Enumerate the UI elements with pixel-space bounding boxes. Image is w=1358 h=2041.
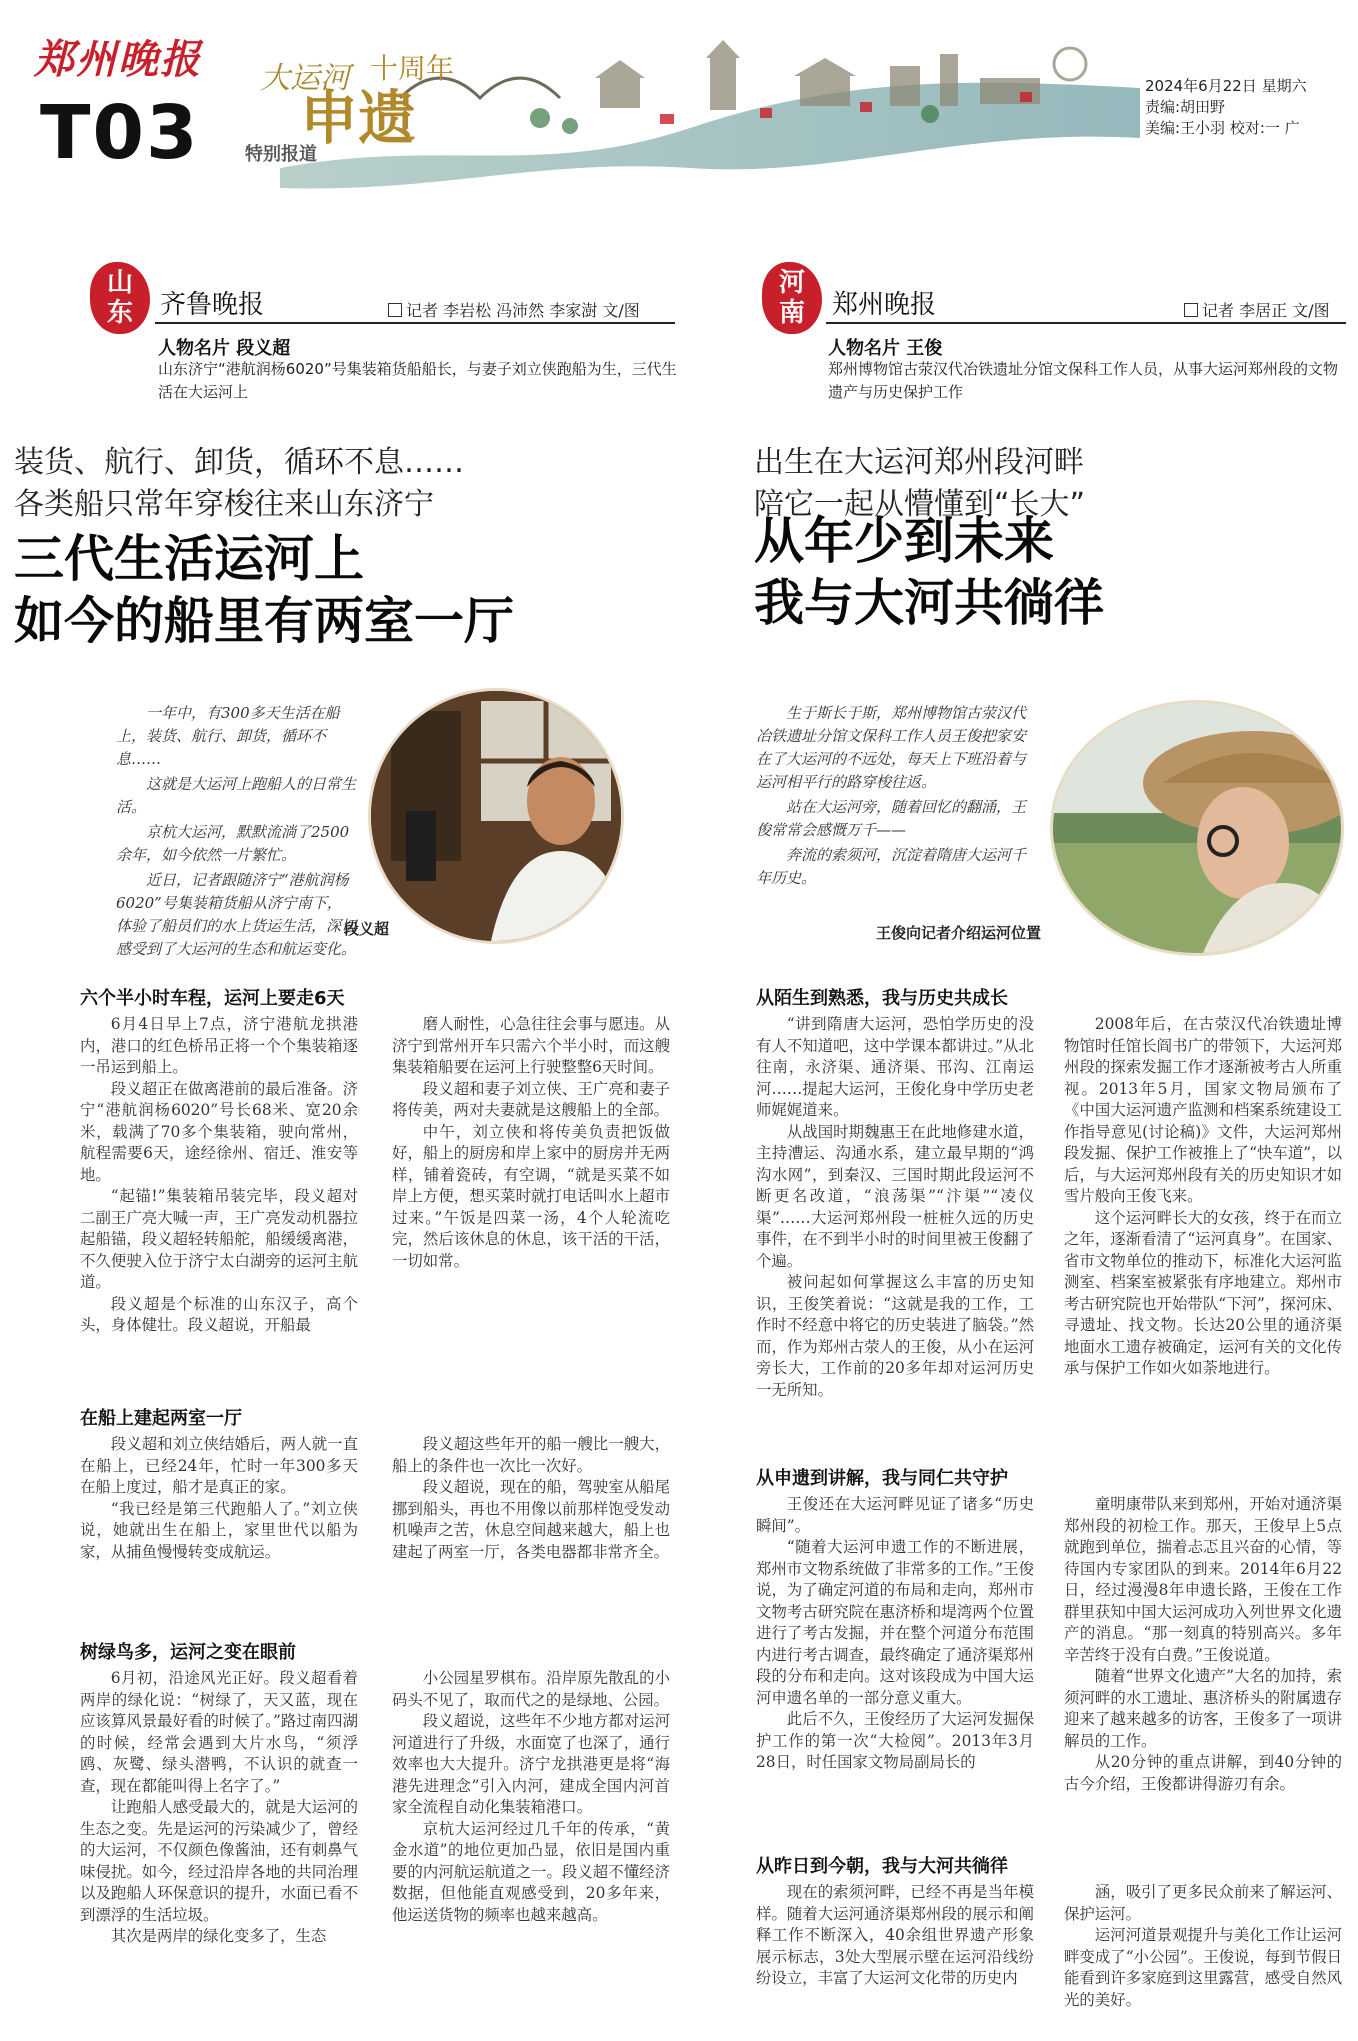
left-section-2-heading: 在船上建起两室一厅 xyxy=(80,1408,242,1429)
left-profile-desc: 山东济宁“港航润杨6020”号集装箱货船船长，与妻子刘立侠跑船为生，三代生活在大运河上 xyxy=(158,360,677,401)
svg-text:大运河: 大运河 xyxy=(260,61,350,96)
right-source: 郑州晚报 xyxy=(832,290,937,320)
right-photo-caption: 王俊向记者介绍运河位置 xyxy=(876,924,1042,942)
right-section-1-col-a: “讲到隋唐大运河，恐怕学历史的没有人不知道吧，这中学课本都讲过。”从北往南，永济渠、通济渠、邗沟、江南运河……提起大运河，王俊化身中学历史老师娓娓道来。 从战国时期魏惠王在此地修建水道，主持漕运、沟通水系，建立最早期的“鸿沟水网”，到秦汉、三国时期此段运河不断更名改道，“浪荡渠”“汴渠”“凌仪渠”……大运河郑州段一桩桩久远的历史事件，在不到半小时的时间里被王俊翻了个遍。 被问起如何掌握这么丰富的历史知识，王俊笑着说：“这就是我的工作，工作时不经意中将它的历史装进了脑袋。”然而，作为郑州古荥人的王俊，从小在运河旁长大，工作前的20多年却对运河历史一无所知。 xyxy=(756,1015,1034,1399)
left-divider xyxy=(155,322,675,324)
left-section-1-heading: 六个半小时车程，运河上要走6天 xyxy=(80,988,345,1009)
right-section-3-col-a: 现在的索须河畔，已经不再是当年模样。随着大运河通济渠郑州段的展示和阐释工作不断深入，40余组世界遗产形象展示标志，3处大型展示壁在运河沿线纷纷设立，丰富了大运河文化带的历史内 xyxy=(756,1883,1034,1987)
right-profile-title: 人物名片 王俊 xyxy=(828,338,943,359)
issue-date: 2024年6月22日 星期六 xyxy=(1145,77,1307,95)
right-headline: 从年少到未来 我与大河共徜徉 xyxy=(754,511,1104,632)
right-credit: 记者 李居正 文/图 xyxy=(1184,298,1330,321)
editor-credit: 责编:胡田野 xyxy=(1145,98,1226,116)
right-section-1-heading: 从陌生到熟悉，我与历史共成长 xyxy=(756,988,1008,1009)
left-section-1-col-a: 6月4日早上7点，济宁港航龙拱港内，港口的红色桥吊正将一个个集装箱逐一吊运到船上。 段义超正在做离港前的最后准备。济宁“港航润杨6020”号长68米、宽20余米，载满了70多个集装箱，驶向常州，航程需要6天，途经徐州、宿迁、淮安等地。 “起锚!”集装箱吊装完毕，段义超对二副王广亮大喊一声，王广亮发动机器拉起船锚，段义超轻转船舵，船缓缓离港，不久便驶入位于济宁太白湖旁的运河主航道。 段义超是个标准的山东汉子，高个头，身体健壮。段义超说，开船最 xyxy=(80,1015,358,1334)
right-section-1-col-b: 2008年后，在古荥汉代冶铁遗址博物馆时任馆长阎书广的带领下，大运河郑州段的探索发掘工作才逐渐被考古人所重视。2013年5月，国家文物局颁布了《中国大运河遗产监测和档案系统建设工作指导意见(讨论稿)》文件，大运河郑州段发掘、保护工作被推上了“快车道”，以后，与大运河郑州段有关的历史知识才如雪片般向王俊飞来。 这个运河畔长大的女孩，终于在而立之年，逐渐看清了“运河真身”。在国家、省市文物单位的推动下，标准化大运河监测室、档案室被紧张有序地建立。郑州市考古研究院也开始带队“下河”，探河床、寻遗址、找文物。长达20公里的通济渠地面水工遗存被确定，运河有关的文化传承与保护工作如火如荼地进行。 xyxy=(1064,1015,1342,1377)
left-section-3-heading: 树绿鸟多，运河之变在眼前 xyxy=(80,1642,296,1663)
banner-illustration xyxy=(240,18,1140,198)
right-section-2-col-a: 王俊还在大运河畔见证了诸多“历史瞬间”。 “随着大运河申遗工作的不断进展，郑州市文物系统做了非常多的工作。”王俊说，为了确定河道的布局和走向，郑州市文物考古研究院在惠济桥和堤湾两个位置进行了考古发掘，并在整个河道分布范围内进行考古调查，最终确定了通济渠郑州段的分布和走向。这对该段成为中国大运河申遗名单的一部分意义重大。 此后不久，王俊经历了大运河发掘保护工作的第一次“大检阅”。2013年3月28日，时任国家文物局副局长的 xyxy=(756,1495,1034,1771)
checkbox-icon xyxy=(1184,303,1198,317)
left-section-2-col-b: 段义超这些年开的船一艘比一艘大，船上的条件也一次比一次好。 段义超说，现在的船，驾驶室从船尾挪到船头，再也不用像以前那样饱受发动机噪声之苦，休息空间越来越大，船上也建起了两室一厅，各类电器都非常齐全。 xyxy=(392,1435,670,1561)
svg-text:申遗: 申遗 xyxy=(300,84,417,152)
left-kicker: 装货、航行、卸货，循环不息…… 各类船只常年穿梭往来山东济宁 xyxy=(14,445,464,522)
sailor-photo xyxy=(371,691,621,941)
newspaper-name: 郑州晚报 xyxy=(34,37,202,83)
left-source: 齐鲁晚报 xyxy=(160,290,265,320)
left-portrait-photo xyxy=(368,688,624,944)
left-profile-title: 人物名片 段义超 xyxy=(158,338,291,359)
right-kicker: 出生在大运河郑州段河畔 陪它一起从懵懂到“长大” xyxy=(754,445,1086,522)
right-section-3-col-b: 涵，吸引了更多民众前来了解运河、保护运河。 运河河道景观提升与美化工作让运河畔变成了“小公园”。王俊说，每到节假日能看到许多家庭到这里露营，感受自然风光的美好。 xyxy=(1064,1883,1342,2009)
special-report-label: 特别报道 xyxy=(245,144,317,165)
shandong-seal: 山 东 xyxy=(90,262,150,334)
right-section-3-heading: 从昨日到今朝，我与大河共徜徉 xyxy=(756,1856,1008,1877)
checkbox-icon xyxy=(388,303,402,317)
designer-credit: 美编:王小羽 校对:一 广 xyxy=(1145,119,1300,137)
left-photo-caption: 段义超 xyxy=(344,920,390,938)
left-credit: 记者 李岩松 冯沛然 李家澍 文/图 xyxy=(388,298,640,321)
right-section-2-col-b: 童明康带队来到郑州，开始对通济渠郑州段的初检工作。那天，王俊早上5点就跑到单位，揣着忐忑且兴奋的心情，等待国内专家团队的到来。2014年6月22日，经过漫漫8年申遗长路，王俊在工作群里获知中国大运河成功入列世界文化遗产的消息。“那一刻真的特别高兴。多年辛苦终于没有白费。”王俊说道。 随着“世界文化遗产”大名的加持，索须河畔的水工遗址、惠济桥头的附属遗存迎来了越来越多的访客，王俊多了一项讲解员的工作。 从20分钟的重点讲解，到40分钟的古今介绍，王俊都讲得游刃有余。 xyxy=(1064,1495,1342,1793)
svg-text:十周年: 十周年 xyxy=(370,52,455,85)
left-section-2-col-a: 段义超和刘立侠结婚后，两人就一直在船上，已经24年，忙时一年300多天在船上度过，船才是真正的家。 “我已经是第三代跑船人了。”刘立侠说，她就出生在船上，家里世代以船为家，从捕鱼慢慢转变成航运。 xyxy=(80,1435,358,1561)
right-lead: 生于斯长于斯，郑州博物馆古荥汉代冶铁遗址分馆文保科工作人员王俊把家安在了大运河的不远处，每天上下班沿着与运河相平行的路穿梭往返。 站在大运河旁，随着回忆的翻涌，王俊常常会感慨万千—— 奔流的索须河，沉淀着隋唐大运河千年历史。 xyxy=(756,704,1027,887)
guide-photo xyxy=(1053,703,1341,953)
left-section-3-col-a: 6月初，沿途风光正好。段义超看着两岸的绿化说：“树绿了，天又蓝，现在应该算风景最好看的时候了。”路过南四湖的时候，经常会遇到大片水鸟，“须浮鸥、灰鹭、绿头潜鸭，不认识的就查一查，现在都能叫得上名字了。” 让跑船人感受最大的，就是大运河的生态之变。先是运河的污染减少了，曾经的大运河，不仅颜色像酱油，还有刺鼻气味侵扰。如今，经过沿岸各地的共同治理以及跑船人环保意识的提升，水面已看不到漂浮的生活垃圾。 其次是两岸的绿化变多了，生态 xyxy=(80,1669,358,1945)
masthead-info xyxy=(1145,76,1307,139)
left-lead: 一年中，有300多天生活在船上，装货、航行、卸货，循环不息…… 这就是大运河上跑船人的日常生活。 京杭大运河，默默流淌了2500余年，如今依然一片繁忙。 近日，记者跟随济宁“港航润杨6020”号集装箱货船从济宁南下，体验了船员们的水上货运生活，深切感受到了大运河的生态和航运变化。 xyxy=(116,704,357,958)
right-section-2-heading: 从申遗到讲解，我与同仁共守护 xyxy=(756,1468,1008,1489)
left-section-1-col-b: 磨人耐性，心急往往会事与愿违。从济宁到常州开车只需六个半小时，而这艘集装箱船要在运河上行驶整整6天时间。 段义超和妻子刘立侠、王广亮和妻子将传美，两对夫妻就是这艘船上的全部。 中午，刘立侠和将传美负责把饭做好，船上的厨房和岸上家中的厨房并无两样，铺着瓷砖，有空调，“就是买菜不如岸上方便，想买菜时就打电话叫水上超市过来。”午饭是四菜一汤，4个人轮流吃完，然后该休息的休息，该干活的干活，一切如常。 xyxy=(392,1015,670,1270)
right-portrait-photo xyxy=(1050,700,1344,956)
left-headline: 三代生活运河上 如今的船里有两室一厅 xyxy=(14,529,514,650)
henan-seal: 河 南 xyxy=(762,262,822,334)
page-number: T03 xyxy=(40,90,200,176)
right-profile-desc: 郑州博物馆古荥汉代冶铁遗址分馆文保科工作人员，从事大运河郑州段的文物遗产与历史保护工作 xyxy=(828,360,1339,401)
right-divider xyxy=(826,322,1346,324)
left-section-3-col-b: 小公园星罗棋布。沿岸原先散乱的小码头不见了，取而代之的是绿地、公园。 段义超说，这些年不少地方都对运河河道进行了升级，水面宽了也深了，通行效率也大大提升。济宁龙拱港更是将“海港先进理念”引入内河，建成全国内河首家全流程自动化集装箱港口。 京杭大运河经过几千年的传承，“黄金水道”的地位更加凸显，依旧是国内重要的内河航运航道之一。段义超不懂经济数据，但他能直观感受到，20多年来，他运送货物的频率也越来越高。 xyxy=(392,1669,670,1924)
